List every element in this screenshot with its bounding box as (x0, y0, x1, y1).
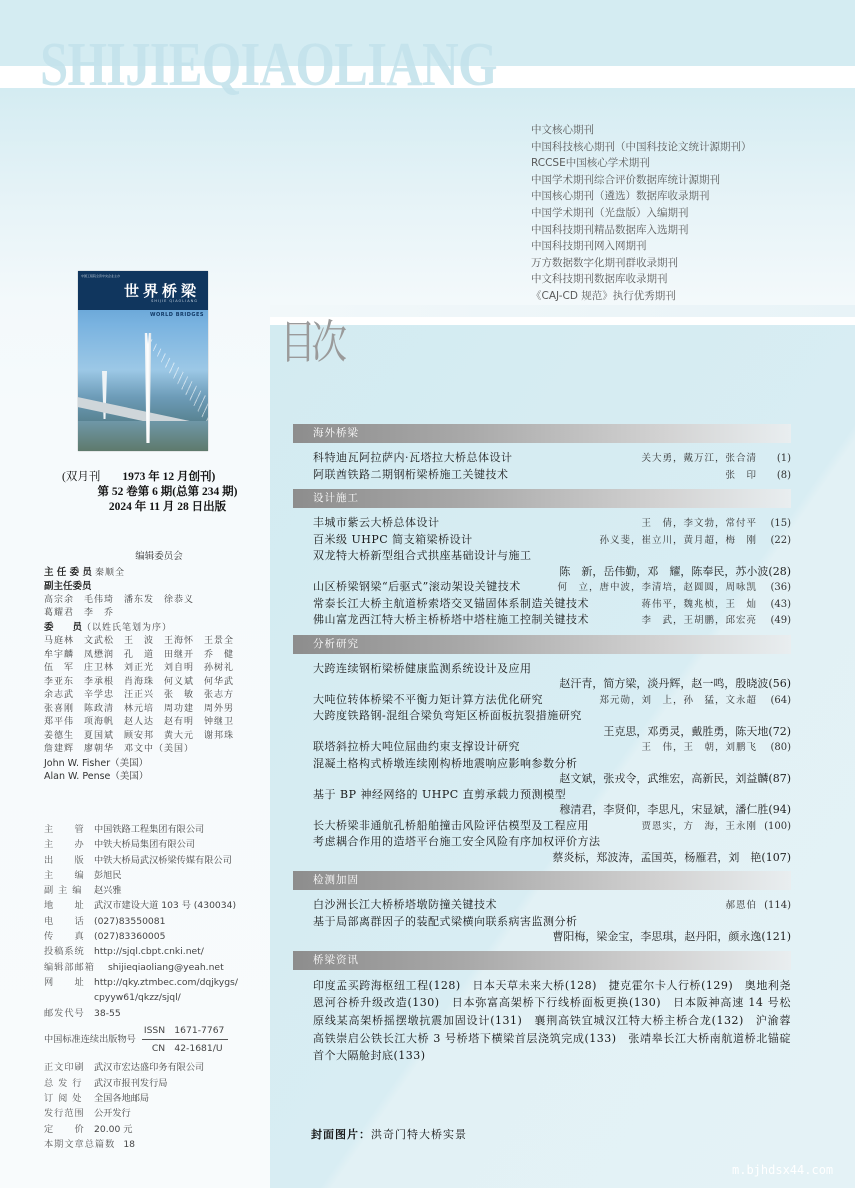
article-count: 18 (123, 1138, 136, 1150)
foreign-member: Alan W. Pense（美国） (44, 771, 149, 782)
toc-entry[interactable]: 山区桥梁钢梁“后驱式”滚动架设关键技术 何 立，唐中波，李清培，赵圆圆，周咏凯 (36) (313, 580, 791, 593)
masthead-label: 主 管 (44, 824, 85, 835)
section-header-design: 设计施工 (293, 489, 791, 508)
director-name: 秦顺全 (94, 567, 125, 578)
contents-heading: 目次 (280, 315, 343, 369)
indexing-item: 中文科技期刊数据库收录期刊 (531, 273, 668, 286)
masthead-value: 彭旭民 (94, 869, 122, 881)
cover-thumbnail (78, 271, 208, 451)
toc-entry[interactable]: 基于局部离群因子的装配式梁横向联系病害监测分析 曹阳梅，梁金宝，李思琪，赵丹阳，颜永逸 (121) (313, 914, 791, 943)
toc-entry[interactable]: 长大桥梁非通航孔桥船舶撞击风险评估模型及工程应用 贾恩实，方 海，王永刚 (100) (313, 818, 791, 832)
email-link[interactable]: shijieqiaoliang@yeah.net (108, 961, 224, 973)
vice-director-names: 高宗余 毛伟琦 潘东发 徐恭义 (44, 594, 195, 605)
section-header-inspection: 检测加固 (293, 871, 791, 890)
decorative-stripe (270, 305, 855, 317)
indexing-item: 万方数据数字化期刊群收录期刊 (531, 256, 678, 269)
foreign-member: John W. Fisher（美国） (44, 757, 149, 769)
masthead-label: 总 发 行 (44, 1077, 83, 1089)
toc-entry[interactable]: 白沙洲长江大桥桥塔墩防撞关键技术 郝恩伯 (114) (313, 898, 791, 911)
indexing-item: 中国核心期刊（遴选）数据库收录期刊 (531, 190, 710, 203)
toc-entry[interactable]: 科特迪瓦阿拉萨内·瓦塔拉大桥总体设计 关大勇，戴万江，张合清 (1) (313, 451, 791, 464)
cover-header (78, 271, 208, 310)
submission-link[interactable]: http://sjql.cbpt.cnki.net/ (94, 946, 204, 958)
toc-entry[interactable]: 基于 BP 神经网络的 UHPC 直剪承载力预测模型 穆清君，李贤仰，李思凡，宋显斌，潘仁胜 (94) (313, 787, 791, 816)
masthead-label: 正文印刷 (44, 1062, 85, 1074)
masthead-value: 中铁大桥局武汉桥梁传媒有限公司 (94, 854, 232, 866)
member-names-row: 詹建辉 廖朝华 邓文中（美国） (44, 744, 195, 754)
cover-caption-label: 封面图片： (311, 1128, 371, 1141)
masthead-value: (027)83360005 (94, 931, 166, 943)
member-names-row: 余志武 辛学忠 汪正兴 张 敏 张志方 (44, 690, 235, 700)
indexing-item: 中国科技核心期刊（中国科技论文统计源期刊） (531, 140, 752, 153)
masthead-label: 出 版 (44, 854, 85, 866)
masthead-watermark: SHIJIEQIAOLIANG (40, 31, 497, 99)
masthead-label: 主 办 (44, 839, 85, 851)
member-names-row: 李亚东 李承根 肖海珠 何义斌 何华武 (44, 676, 235, 687)
masthead-label: 传 真 (44, 931, 85, 943)
masthead-label: 发行范围 (44, 1108, 85, 1120)
issn-value: ISSN 1671-7767 (142, 1023, 229, 1040)
cover-title: 世界桥梁 (123, 282, 200, 300)
masthead-value: 全国各地邮局 (94, 1093, 150, 1105)
member-names-row: 张喜刚 陈政清 林元培 周功建 周外男 (44, 703, 235, 714)
news-items: 印度孟买跨海枢纽工程(128) 日本天草未来大桥(128) 捷克霍尔卡人行桥(129) 奥地利尧恩河谷桥升级改造(130) 日本弥富高架桥下行线桥面板更换(130) 日本阪神高速 14 号松原线某高架桥摇摆墩抗震加固设计(131) 襄荆高铁宜城汉江特大桥主桥合龙(132) 沪渝蓉高铁崇启公铁长江大桥 3 号桥塔下横梁首层浇筑完成(133) 张靖皋长江大桥南航道桥北锚碇首个大隔舱封底(133) (313, 978, 791, 1063)
vice-director-names: 葛耀君 李 乔 (44, 608, 115, 618)
indexing-item: 中国科技期刊网入网期刊 (531, 240, 647, 253)
section-header-overseas: 海外桥梁 (293, 424, 791, 443)
masthead-label: 副 主 编 (44, 885, 83, 897)
masthead-value: 中国铁路工程集团有限公司 (94, 824, 205, 835)
vice-director-label: 副主任委员 (44, 581, 92, 592)
toc-entry[interactable]: 常泰长江大桥主航道桥索塔交叉锚固体系制造关键技术 蒋伟平，魏兆桢，王 灿 (43) (313, 596, 791, 610)
indexing-item: 《CAJ-CD 规范》执行优秀期刊 (531, 289, 676, 302)
toc-entry[interactable]: 双龙特大桥新型组合式拱座基础设计与施工 陈 新，岳伟勤，邓 耀，陈奉民，苏小波 (28) (313, 549, 791, 578)
masthead-label: 网 址 (44, 976, 85, 988)
masthead-label: 地 址 (44, 900, 85, 912)
website-link[interactable]: http://qky.ztmbec.com/dqjkygs/ (94, 976, 238, 988)
toc-entry[interactable]: 大跨度铁路钢-混组合梁负弯矩区桥面板抗裂措施研究 王克思，邓勇灵，戴胜勇，陈天地 (72) (313, 709, 791, 738)
member-names-row: 马庭林 文武松 王 波 王海怀 王景全 (44, 636, 235, 646)
toc-entry[interactable]: 混凝土格构式桥墩连续刚构桥地震响应影响参数分析 赵文斌，张戎令，武维宏，高新民，刘益麟 (87) (313, 756, 791, 785)
masthead-label: 主 编 (44, 869, 85, 881)
masthead-label: 本期文章总篇数 (44, 1138, 116, 1150)
masthead-info (44, 822, 274, 1152)
cover-caption-value: 洪奇门特大桥实景 (371, 1128, 467, 1141)
masthead-label: 电 话 (44, 915, 85, 927)
indexing-item: 中国学术期刊（光盘版）入编期刊 (531, 206, 689, 219)
cn-value: CN 42-1681/U (151, 1043, 223, 1055)
editorial-board-title: 编辑委员会 (135, 551, 183, 562)
masthead-label (44, 990, 94, 1005)
toc-entry[interactable]: 百米级 UHPC 简支箱梁桥设计 孙义斐，崔立川，黄月超，梅 刚 (22) (313, 532, 791, 546)
member-names-row: 伍 军 庄卫林 刘正光 刘自明 孙树礼 (44, 663, 235, 673)
website-link-cont[interactable]: cpyyw61/qkzz/sjql/ (94, 992, 181, 1004)
issn-label: 中国标准连续出版物号 (44, 1034, 136, 1045)
river-graphic (78, 421, 208, 451)
volume-issue: 第 52 卷第 6 期(总第 234 期) (97, 486, 238, 498)
price-value: 20.00 元 (94, 1123, 133, 1135)
cover-english-title: WORLD BRIDGES (150, 312, 204, 318)
toc-entry[interactable]: 佛山富龙西江特大桥主桥桥塔中塔柱施工控制关键技术 李 武，王胡鹏，邱宏亮 (49) (313, 613, 791, 626)
masthead-label: 订 阅 处 (44, 1093, 83, 1105)
table-of-contents (293, 424, 791, 1065)
section-header-news: 桥梁资讯 (293, 951, 791, 970)
masthead-value: 武汉市宏达盛印务有限公司 (94, 1062, 205, 1074)
toc-entry[interactable]: 阿联酋铁路二期钢桁梁桥施工关键技术 张 印 (8) (313, 467, 791, 481)
members-label: 委 员 (44, 621, 83, 633)
masthead-label: 邮发代号 (44, 1007, 85, 1019)
toc-entry[interactable]: 大跨连续钢桁梁桥健康监测系统设计及应用 赵汗青，简方梁，淡丹辉，赵一鸣，殷晓波 (56) (313, 661, 791, 690)
cover-pinyin: SHIJIE QIAOLIANG (151, 299, 198, 303)
masthead-value: 38-55 (94, 1007, 121, 1019)
member-names-row: 姜德生 夏国斌 顾安邦 黄大元 谢邦珠 (44, 730, 235, 741)
founded: 1973 年 12 月创刊) (122, 471, 216, 483)
indexing-item: 中国学术期刊综合评价数据库统计源期刊 (531, 173, 720, 186)
editorial-board (44, 550, 274, 784)
masthead-value: (027)83550081 (94, 915, 166, 927)
indexing-item: RCCSE中国核心学术期刊 (531, 157, 650, 170)
section-header-analysis: 分析研究 (293, 635, 791, 654)
publish-date: 2024 年 11 月 28 日出版 (108, 501, 227, 513)
masthead-label: 编辑部邮箱 (44, 961, 95, 973)
toc-entry[interactable]: 丰城市紫云大桥总体设计 王 倩，李文勃，常付平 (15) (313, 516, 791, 529)
frequency: (双月刊 (62, 471, 101, 483)
masthead-label: 定 价 (44, 1123, 85, 1135)
masthead-value: 武汉市报刊发行局 (94, 1077, 168, 1089)
toc-entry[interactable]: 大吨位转体桥梁不平衡力矩计算方法优化研究 郑元勋，刘 上，孙 猛，文永超 (64) (313, 692, 791, 706)
toc-entry[interactable]: 联塔斜拉桥大吨位屈曲约束支撑设计研究 王 伟，王 朝，刘鹏飞 (80) (313, 740, 791, 753)
member-names-row: 牟宇麟 凤懋润 孔 道 田继开 乔 健 (44, 649, 235, 660)
director-label: 主 任 委 员 (44, 566, 92, 578)
publication-info (60, 470, 275, 515)
indexing-list (531, 122, 752, 321)
masthead-value: 公开发行 (94, 1108, 131, 1120)
bridge-cables-graphic (148, 335, 208, 425)
members-note: （以姓氏笔划为序） (82, 622, 173, 633)
cover-caption (311, 1126, 467, 1142)
toc-entry[interactable]: 考虑耦合作用的造塔平台施工安全风险有序加权评价方法 蔡炎标，郑波涛，孟国英，杨雁君，刘 艳 (107) (313, 835, 791, 864)
indexing-item: 中国科技期刊精品数据库入选期刊 (531, 223, 689, 236)
indexing-item: 中文核心期刊 (531, 124, 594, 136)
site-watermark: m.bjhdsx44.com (732, 1163, 834, 1177)
masthead-value: 武汉市建设大道 103 号 (430034) (94, 900, 237, 912)
cover-logo-text: 中国工程院全资中央企业主办 (81, 274, 121, 278)
masthead-label: 投稿系统 (44, 946, 85, 958)
masthead-value: 中铁大桥局集团有限公司 (94, 839, 196, 851)
masthead-value: 赵兴雅 (94, 885, 122, 897)
member-names-row: 郑平伟 项海帆 赵人达 赵有明 钟继卫 (44, 717, 235, 727)
